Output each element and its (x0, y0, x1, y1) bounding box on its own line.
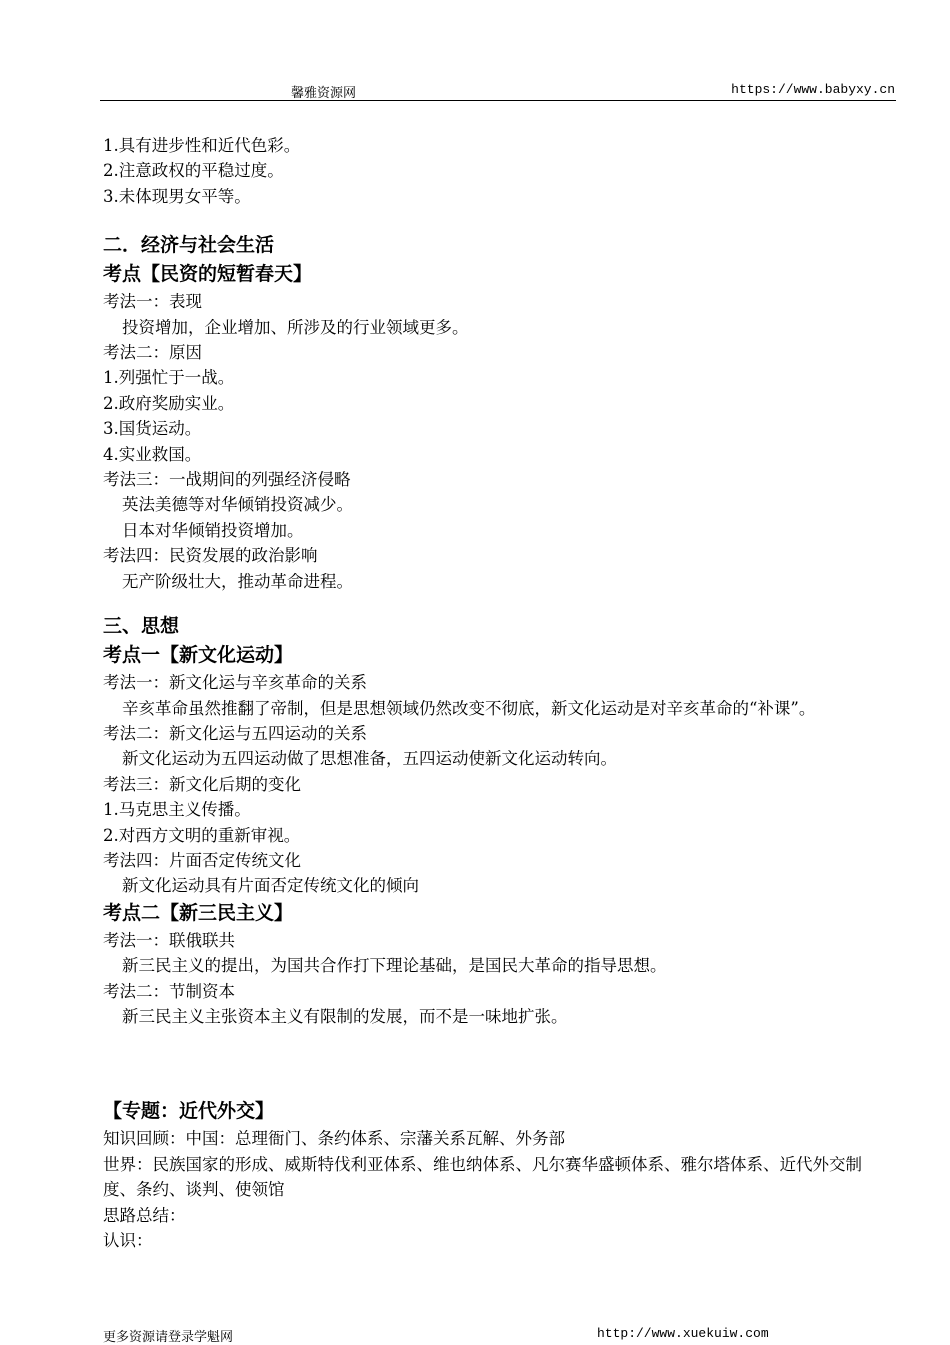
list-item: 2.政府奖励实业。 (103, 393, 235, 413)
kaofa-text: 新三民主义主张资本主义有限制的发展，而不是一味地扩张。 (122, 1006, 568, 1026)
kaofa-label: 考法四：民资发展的政治影响 (103, 546, 318, 566)
list-item: 2.对西方文明的重新审视。 (103, 825, 301, 845)
header-site-name: 馨雅资源网 (291, 86, 357, 101)
kaofa-label: 考法一：表现 (103, 292, 202, 312)
world-text: 世界：民族国家的形成、威斯特伐利亚体系、维也纳体系、凡尔赛华盛顿体系、雅尔塔体系、近代外交制度、条约、谈判、使领馆 (103, 1154, 862, 1200)
kaofa-text: 新三民主义的提出，为国共合作打下理论基础，是国民大革命的指导思想。 (122, 956, 667, 976)
kaofa-text: 投资增加，企业增加、所涉及的行业领域更多。 (122, 317, 469, 337)
kaofa-label: 考法四：片面否定传统文化 (103, 850, 301, 870)
kaofa-text: 英法美德等对华倾销投资减少。 (122, 495, 353, 515)
kaofa-label: 考法二：新文化运与五四运动的关系 (103, 723, 367, 743)
list-item: 3.未体现男女平等。 (103, 186, 251, 206)
section-heading-thought: 三、思想 (103, 615, 180, 638)
kaofa-label: 考法三：一战期间的列强经济侵略 (103, 470, 351, 490)
document-body (103, 133, 893, 1253)
list-item: 1.马克思主义传播。 (103, 800, 251, 820)
kaofa-label: 考法二：原因 (103, 343, 202, 363)
header-site-url[interactable]: https://www.babyxy.cn (731, 82, 895, 97)
kaodian-heading: 考点【民资的短暂春天】 (103, 263, 313, 286)
review-text: 知识回顾：中国：总理衙门、条约体系、宗藩关系瓦解、外务部 (103, 1129, 565, 1149)
kaofa-label: 考法一：新文化运与辛亥革命的关系 (103, 673, 367, 693)
list-item: 1.具有进步性和近代色彩。 (103, 136, 301, 155)
recognition-label: 认识： (103, 1231, 153, 1250)
summary-label: 思路总结： (103, 1205, 186, 1225)
kaodian-heading: 考点二【新三民主义】 (103, 901, 294, 924)
list-item: 3.国货运动。 (103, 419, 202, 439)
section-heading-economy: 二．经济与社会生活 (103, 234, 275, 257)
kaofa-label: 考法二：节制资本 (103, 981, 235, 1001)
kaodian-heading: 考点一【新文化运动】 (103, 644, 294, 667)
kaofa-text: 日本对华倾销投资增加。 (122, 520, 304, 540)
topic-heading-diplomacy: 【专题：近代外交】 (103, 1100, 275, 1123)
kaofa-text: 辛亥革命虽然推翻了帝制，但是思想领域仍然改变不彻底，新文化运动是对辛亥革命的“补课”。 (122, 698, 816, 718)
header-divider (100, 100, 896, 101)
list-item: 4.实业救国。 (103, 444, 202, 464)
kaofa-label: 考法一：联俄联共 (103, 930, 235, 950)
list-item: 2.注意政权的平稳过度。 (103, 161, 284, 181)
kaofa-text: 无产阶级壮大，推动革命进程。 (122, 571, 353, 591)
list-item: 1.列强忙于一战。 (103, 368, 235, 388)
kaofa-text: 新文化运动具有片面否定传统文化的倾向 (122, 876, 419, 896)
footer-text: 更多资源请登录学魁网 (103, 1330, 234, 1345)
footer-url[interactable]: http://www.xuekuiw.com (597, 1326, 769, 1341)
kaofa-text: 新文化运动为五四运动做了思想准备，五四运动使新文化运动转向。 (122, 749, 617, 769)
kaofa-label: 考法三：新文化后期的变化 (103, 774, 301, 794)
